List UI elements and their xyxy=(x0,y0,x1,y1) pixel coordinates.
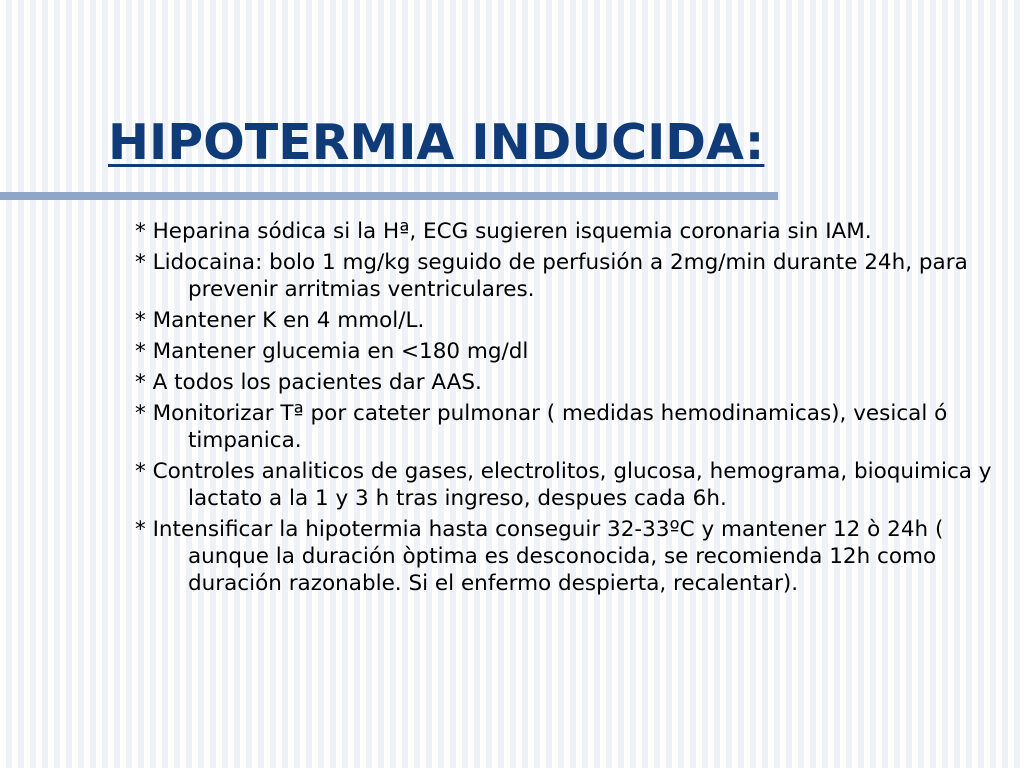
bullet-item-glucemia: * Mantener glucemia en <180 mg/dl xyxy=(135,339,529,364)
bullet-item-controles: * Controles analiticos de gases, electrolitos, glucosa, hemograma, bioquimica y lactato a la 1 y 3 h tras ingreso, despues cada 6h. xyxy=(135,459,992,511)
bullet-item-aas: * A todos los pacientes dar AAS. xyxy=(135,370,482,395)
title-divider xyxy=(0,192,778,200)
bullet-item-monitorizar: * Monitorizar Tª por cateter pulmonar ( medidas hemodinamicas), vesical ó timpanica. xyxy=(135,401,948,453)
slide-title: HIPOTERMIA INDUCIDA: xyxy=(108,114,765,171)
bullet-item-potasio: * Mantener K en 4 mmol/L. xyxy=(135,308,425,333)
bullet-list xyxy=(135,218,1007,601)
bullet-item-heparina: * Heparina sódica si la Hª, ECG sugieren isquemia coronaria sin IAM. xyxy=(135,219,872,244)
bullet-item-intensificar: * Intensificar la hipotermia hasta conseguir 32-33ºC y mantener 12 ò 24h ( aunque la duración òptima es desconocida, se recomienda 12h como duración razonable. Si el enfermo despierta, recalentar). xyxy=(135,517,944,596)
bullet-item-lidocaina: * Lidocaina: bolo 1 mg/kg seguido de perfusión a 2mg/min durante 24h, para prevenir arritmias ventriculares. xyxy=(135,250,968,302)
